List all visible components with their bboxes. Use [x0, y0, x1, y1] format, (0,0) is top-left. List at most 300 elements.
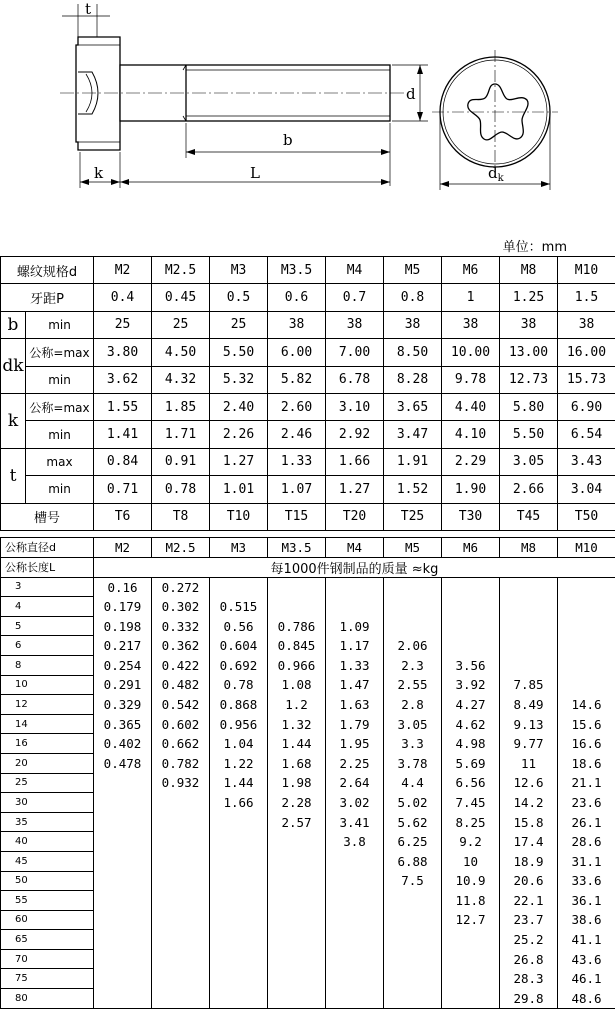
value-cell: T8: [152, 503, 210, 530]
length-cell: 40: [1, 832, 94, 852]
mass-value-cell: 1.63: [326, 695, 384, 715]
mass-value-cell: [268, 832, 326, 852]
mass-value-cell: 3.3: [384, 734, 442, 754]
dim-label-d: d: [406, 85, 416, 103]
value-cell: 2.40: [210, 393, 268, 420]
mass-value-cell: [210, 832, 268, 852]
mass-value-cell: [94, 969, 152, 989]
length-cell: 20: [1, 753, 94, 773]
mass-value-cell: 0.302: [152, 597, 210, 617]
mass-value-cell: [326, 851, 384, 871]
value-cell: 1.41: [94, 421, 152, 448]
value-cell: 3.10: [326, 393, 384, 420]
table-row: [1, 655, 615, 675]
mass-value-cell: 15.6: [558, 714, 615, 734]
dim-label-dk-sub: k: [498, 173, 505, 184]
mass-value-cell: 0.217: [94, 636, 152, 656]
mass-value-cell: 46.1: [558, 969, 615, 989]
mass-value-cell: 3.41: [326, 812, 384, 832]
value-cell: 5.50: [500, 421, 558, 448]
length-cell: 8: [1, 655, 94, 675]
value-cell: 1.33: [268, 448, 326, 475]
mass-value-cell: 2.64: [326, 773, 384, 793]
mass-value-cell: 0.782: [152, 753, 210, 773]
value-cell: 1.01: [210, 476, 268, 503]
length-cell: 14: [1, 714, 94, 734]
mass-value-cell: [442, 636, 500, 656]
mass-value-cell: 3.8: [326, 832, 384, 852]
mass-value-cell: 18.9: [500, 851, 558, 871]
value-cell: 1.25: [500, 284, 558, 311]
mass-value-cell: [326, 871, 384, 891]
value-cell: 38: [558, 311, 615, 338]
value-cell: 7.00: [326, 339, 384, 366]
mass-header-caption: [1, 557, 615, 577]
value-cell: 6.54: [558, 421, 615, 448]
dim-label-b: b: [283, 131, 293, 149]
length-cell: 6: [1, 636, 94, 656]
mass-value-cell: 0.329: [94, 695, 152, 715]
mass-value-cell: 1.79: [326, 714, 384, 734]
value-cell: T25: [384, 503, 442, 530]
mass-value-cell: 22.1: [500, 891, 558, 911]
mass-value-cell: 0.966: [268, 655, 326, 675]
mass-value-cell: [268, 851, 326, 871]
value-cell: 4.10: [442, 421, 500, 448]
row-sub-label: 公称=max: [26, 393, 94, 420]
mass-value-cell: 0.604: [210, 636, 268, 656]
value-cell: 0.84: [94, 448, 152, 475]
mass-value-cell: [442, 969, 500, 989]
mass-body: [1, 577, 615, 1008]
screw-side-view: [60, 37, 405, 150]
row-sub-label: min: [26, 421, 94, 448]
mass-value-cell: [210, 851, 268, 871]
mass-value-cell: [384, 891, 442, 911]
length-cell: 45: [1, 851, 94, 871]
mass-value-cell: [210, 969, 268, 989]
mass-caption: 每1000件钢制品的质量 ≈kg: [94, 557, 615, 577]
mass-value-cell: 9.77: [500, 734, 558, 754]
value-cell: 0.5: [210, 284, 268, 311]
mass-value-cell: [384, 597, 442, 617]
mass-value-cell: 3.05: [384, 714, 442, 734]
value-cell: 13.00: [500, 339, 558, 366]
mass-value-cell: 14.6: [558, 695, 615, 715]
spec-row-b-min: [1, 311, 615, 338]
mass-value-cell: 0.602: [152, 714, 210, 734]
mass-value-cell: [442, 616, 500, 636]
mass-value-cell: 2.25: [326, 753, 384, 773]
mass-value-cell: 10: [442, 851, 500, 871]
size-cell: M6: [442, 538, 500, 558]
mass-value-cell: 1.98: [268, 773, 326, 793]
mass-value-cell: 43.6: [558, 949, 615, 969]
table-row: [1, 753, 615, 773]
table-row: [1, 891, 615, 911]
spec-row-dk-max: [1, 339, 615, 366]
mass-value-cell: [94, 812, 152, 832]
mass-value-cell: 2.55: [384, 675, 442, 695]
row-label: 牙距P: [1, 284, 94, 311]
mass-value-cell: [152, 910, 210, 930]
length-cell: 35: [1, 812, 94, 832]
mass-value-cell: 5.62: [384, 812, 442, 832]
mass-value-cell: 5.02: [384, 793, 442, 813]
table-row: [1, 949, 615, 969]
mass-value-cell: 0.422: [152, 655, 210, 675]
mass-value-cell: 0.198: [94, 616, 152, 636]
mass-value-cell: 0.179: [94, 597, 152, 617]
mass-value-cell: [210, 910, 268, 930]
spec-row-dk-min: [1, 366, 615, 393]
table-row: [1, 616, 615, 636]
mass-value-cell: 0.291: [94, 675, 152, 695]
mass-value-cell: [442, 930, 500, 950]
spec-row-k-max: [1, 393, 615, 420]
value-cell: 0.4: [94, 284, 152, 311]
mass-value-cell: [94, 871, 152, 891]
mass-value-cell: [210, 949, 268, 969]
mass-value-cell: [268, 969, 326, 989]
spec-row-pitch: [1, 284, 615, 311]
value-cell: 8.28: [384, 366, 442, 393]
mass-value-cell: [442, 597, 500, 617]
value-cell: 1.90: [442, 476, 500, 503]
value-cell: 8.50: [384, 339, 442, 366]
mass-value-cell: [152, 812, 210, 832]
length-cell: 75: [1, 969, 94, 989]
value-cell: 3.80: [94, 339, 152, 366]
mass-value-cell: [500, 655, 558, 675]
length-cell: 4: [1, 597, 94, 617]
row-sub-label: min: [26, 366, 94, 393]
value-cell: 1.27: [326, 476, 384, 503]
mass-value-cell: 3.92: [442, 675, 500, 695]
mass-value-cell: [326, 910, 384, 930]
value-cell: 5.80: [500, 393, 558, 420]
value-cell: T15: [268, 503, 326, 530]
table-row: [1, 851, 615, 871]
mass-value-cell: [500, 597, 558, 617]
size-cell: M5: [384, 538, 442, 558]
mass-value-cell: 7.85: [500, 675, 558, 695]
value-cell: 0.91: [152, 448, 210, 475]
mass-value-cell: 1.33: [326, 655, 384, 675]
value-cell: T20: [326, 503, 384, 530]
value-cell: 2.46: [268, 421, 326, 448]
value-cell: 38: [326, 311, 384, 338]
length-cell: 10: [1, 675, 94, 695]
mass-value-cell: 23.7: [500, 910, 558, 930]
size-cell: M2: [94, 257, 152, 284]
size-cell: M8: [500, 257, 558, 284]
mass-value-cell: 1.32: [268, 714, 326, 734]
value-cell: 38: [500, 311, 558, 338]
dim-label-t: t: [85, 0, 91, 18]
mass-value-cell: 1.44: [268, 734, 326, 754]
value-cell: 2.60: [268, 393, 326, 420]
mass-value-cell: 31.1: [558, 851, 615, 871]
mass-value-cell: [152, 832, 210, 852]
row-group-label: k: [1, 393, 26, 448]
mass-value-cell: [500, 616, 558, 636]
table-row: [1, 577, 615, 597]
mass-value-cell: [268, 910, 326, 930]
value-cell: 6.78: [326, 366, 384, 393]
mass-value-cell: 28.3: [500, 969, 558, 989]
value-cell: T6: [94, 503, 152, 530]
mass-value-cell: [558, 577, 615, 597]
mass-value-cell: [326, 597, 384, 617]
mass-value-cell: 6.56: [442, 773, 500, 793]
mass-value-cell: [384, 910, 442, 930]
value-cell: 1.5: [558, 284, 615, 311]
table-row: [1, 871, 615, 891]
dim-label-dk-main: d: [488, 164, 498, 182]
mass-value-cell: 15.8: [500, 812, 558, 832]
size-cell: M4: [326, 538, 384, 558]
mass-value-cell: 21.1: [558, 773, 615, 793]
mass-value-cell: [500, 636, 558, 656]
size-cell: M10: [558, 257, 615, 284]
row-label: 螺纹规格d: [1, 257, 94, 284]
mass-value-cell: 26.8: [500, 949, 558, 969]
mass-value-cell: 18.6: [558, 753, 615, 773]
value-cell: 9.78: [442, 366, 500, 393]
mass-value-cell: [94, 793, 152, 813]
length-cell: 3: [1, 577, 94, 597]
row-group-label: t: [1, 448, 26, 503]
table-row: [1, 793, 615, 813]
length-cell: 16: [1, 734, 94, 754]
mass-value-cell: 4.27: [442, 695, 500, 715]
table-row: [1, 695, 615, 715]
mass-value-cell: 0.482: [152, 675, 210, 695]
mass-value-cell: 0.868: [210, 695, 268, 715]
length-cell: 50: [1, 871, 94, 891]
value-cell: 0.71: [94, 476, 152, 503]
mass-value-cell: 9.2: [442, 832, 500, 852]
value-cell: 38: [268, 311, 326, 338]
mass-value-cell: [152, 949, 210, 969]
table-row: [1, 714, 615, 734]
mass-value-cell: 1.09: [326, 616, 384, 636]
mass-value-cell: 0.56: [210, 616, 268, 636]
table-row: [1, 773, 615, 793]
value-cell: 4.50: [152, 339, 210, 366]
mass-value-cell: 0.786: [268, 616, 326, 636]
table-row: [1, 969, 615, 989]
row-sub-label: max: [26, 448, 94, 475]
value-cell: 3.47: [384, 421, 442, 448]
length-cell: 70: [1, 949, 94, 969]
size-cell: M2.5: [152, 257, 210, 284]
mass-value-cell: 11.8: [442, 891, 500, 911]
value-cell: 1.66: [326, 448, 384, 475]
mass-value-cell: 16.6: [558, 734, 615, 754]
mass-value-cell: 0.542: [152, 695, 210, 715]
value-cell: 5.50: [210, 339, 268, 366]
mass-value-cell: [326, 969, 384, 989]
mass-value-cell: [152, 871, 210, 891]
table-row: [1, 930, 615, 950]
mass-value-cell: [152, 793, 210, 813]
mass-value-cell: [384, 577, 442, 597]
mass-value-cell: 2.06: [384, 636, 442, 656]
value-cell: 3.65: [384, 393, 442, 420]
value-cell: 2.29: [442, 448, 500, 475]
mass-value-cell: [210, 871, 268, 891]
mass-value-cell: 0.78: [210, 675, 268, 695]
value-cell: 1.27: [210, 448, 268, 475]
size-cell: M3: [210, 257, 268, 284]
mass-value-cell: [210, 577, 268, 597]
value-cell: 0.7: [326, 284, 384, 311]
mass-value-cell: 36.1: [558, 891, 615, 911]
mass-value-cell: 0.515: [210, 597, 268, 617]
mass-value-cell: 2.28: [268, 793, 326, 813]
mass-value-cell: [384, 969, 442, 989]
mass-value-cell: 6.88: [384, 851, 442, 871]
diameter-header: 公称直径d: [1, 538, 94, 558]
mass-value-cell: [558, 655, 615, 675]
length-cell: 60: [1, 910, 94, 930]
value-cell: 4.40: [442, 393, 500, 420]
mass-table: [0, 537, 615, 1009]
mass-value-cell: 10.9: [442, 871, 500, 891]
mass-value-cell: 0.478: [94, 753, 152, 773]
mass-value-cell: 0.956: [210, 714, 268, 734]
mass-value-cell: 8.49: [500, 695, 558, 715]
size-cell: M3: [210, 538, 268, 558]
mass-value-cell: 26.1: [558, 812, 615, 832]
value-cell: 5.82: [268, 366, 326, 393]
value-cell: 3.05: [500, 448, 558, 475]
length-cell: 12: [1, 695, 94, 715]
value-cell: T50: [558, 503, 615, 530]
value-cell: 4.32: [152, 366, 210, 393]
table-row: [1, 910, 615, 930]
table-row: [1, 832, 615, 852]
size-cell: M2: [94, 538, 152, 558]
value-cell: 3.62: [94, 366, 152, 393]
value-cell: 2.66: [500, 476, 558, 503]
mass-value-cell: 29.8: [500, 989, 558, 1009]
table-row: [1, 636, 615, 656]
length-cell: 65: [1, 930, 94, 950]
mass-value-cell: 3.02: [326, 793, 384, 813]
mass-value-cell: [268, 930, 326, 950]
value-cell: 0.78: [152, 476, 210, 503]
mass-value-cell: 0.254: [94, 655, 152, 675]
mass-value-cell: 12.7: [442, 910, 500, 930]
mass-value-cell: [152, 969, 210, 989]
row-sub-label: min: [26, 476, 94, 503]
row-group-label: dk: [1, 339, 26, 394]
mass-value-cell: [558, 597, 615, 617]
mass-value-cell: [210, 891, 268, 911]
mass-value-cell: [94, 851, 152, 871]
value-cell: 5.32: [210, 366, 268, 393]
mass-value-cell: 9.13: [500, 714, 558, 734]
mass-value-cell: 12.6: [500, 773, 558, 793]
mass-value-cell: 28.6: [558, 832, 615, 852]
screw-drawing: [0, 0, 615, 232]
mass-value-cell: 7.5: [384, 871, 442, 891]
table-row: [1, 597, 615, 617]
mass-value-cell: 0.932: [152, 773, 210, 793]
mass-value-cell: [326, 930, 384, 950]
mass-value-cell: 2.3: [384, 655, 442, 675]
mass-value-cell: 4.62: [442, 714, 500, 734]
spec-row-t-max: [1, 448, 615, 475]
mass-value-cell: [268, 949, 326, 969]
mass-value-cell: 3.56: [442, 655, 500, 675]
value-cell: 12.73: [500, 366, 558, 393]
value-cell: 38: [442, 311, 500, 338]
mass-value-cell: 6.25: [384, 832, 442, 852]
size-cell: M10: [558, 538, 615, 558]
dim-label-k: k: [94, 164, 104, 182]
spec-row-t-min: [1, 476, 615, 503]
mass-value-cell: [210, 812, 268, 832]
mass-value-cell: [152, 851, 210, 871]
value-cell: 0.8: [384, 284, 442, 311]
spec-row-size: [1, 257, 615, 284]
size-cell: M5: [384, 257, 442, 284]
mass-value-cell: [558, 636, 615, 656]
mass-value-cell: 0.845: [268, 636, 326, 656]
mass-value-cell: 0.692: [210, 655, 268, 675]
value-cell: T30: [442, 503, 500, 530]
mass-value-cell: [94, 949, 152, 969]
mass-value-cell: [94, 910, 152, 930]
value-cell: 10.00: [442, 339, 500, 366]
mass-value-cell: [210, 930, 268, 950]
value-cell: 16.00: [558, 339, 615, 366]
mass-value-cell: [152, 891, 210, 911]
mass-value-cell: 20.6: [500, 871, 558, 891]
size-cell: M2.5: [152, 538, 210, 558]
mass-value-cell: [268, 577, 326, 597]
mass-value-cell: 0.402: [94, 734, 152, 754]
value-cell: 25: [210, 311, 268, 338]
mass-value-cell: [384, 930, 442, 950]
mass-value-cell: 3.78: [384, 753, 442, 773]
spec-row-k-min: [1, 421, 615, 448]
mass-value-cell: [558, 616, 615, 636]
mass-value-cell: 41.1: [558, 930, 615, 950]
table-row: [1, 675, 615, 695]
mass-value-cell: 17.4: [500, 832, 558, 852]
table-row: [1, 812, 615, 832]
mass-value-cell: [94, 832, 152, 852]
mass-value-cell: 0.272: [152, 577, 210, 597]
value-cell: 1.91: [384, 448, 442, 475]
value-cell: 1.52: [384, 476, 442, 503]
mass-value-cell: 0.332: [152, 616, 210, 636]
mass-value-cell: 4.4: [384, 773, 442, 793]
mass-value-cell: [326, 577, 384, 597]
mass-value-cell: [268, 871, 326, 891]
mass-value-cell: [384, 616, 442, 636]
value-cell: 25: [152, 311, 210, 338]
mass-value-cell: 25.2: [500, 930, 558, 950]
mass-value-cell: 0.16: [94, 577, 152, 597]
size-cell: M6: [442, 257, 500, 284]
mass-value-cell: 2.8: [384, 695, 442, 715]
